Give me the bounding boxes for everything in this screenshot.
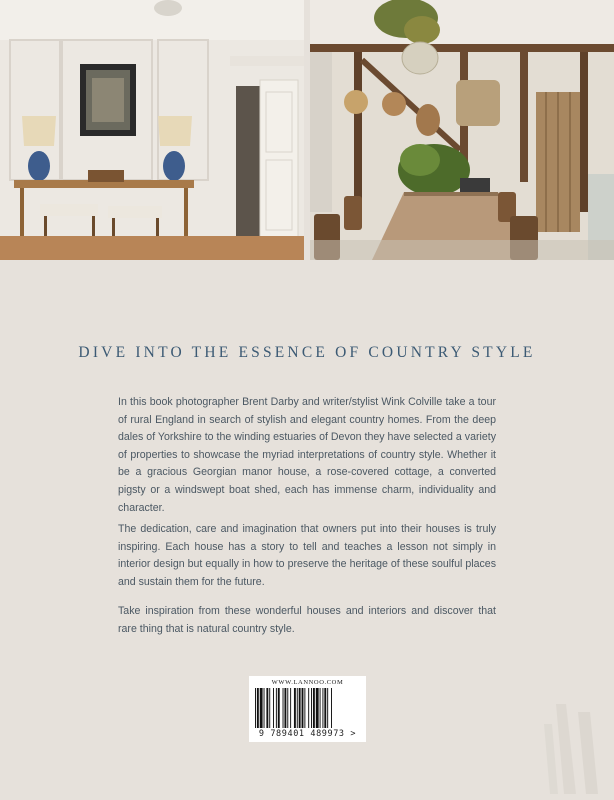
isbn-barcode	[249, 676, 366, 742]
kitchen-photo	[310, 0, 614, 260]
isbn-number: 9 789401 489973 >	[258, 729, 357, 739]
description-paragraph: In this book photographer Brent Darby and writer/stylist Wink Colville take a tour of rural England in search of stylish and elegant country homes. From the deep dales of Yorkshire to the winding estuaries of Devon they have selected a variety of properties to showcase the myriad interpretations of country style. Whether it be a gracious Georgian manor house, a rose-covered cottage, a converted pigsty or a windswept boat shed, each has immense charm, individuality and character.	[118, 396, 496, 514]
publisher-url: WWW.LANNOO.COM	[271, 679, 344, 686]
hallway-photo	[0, 0, 304, 260]
description-paragraph: Take inspiration from these wonderful houses and interiors and discover that rare thing that is natural country style.	[118, 605, 496, 635]
description-paragraph: The dedication, care and imagination that owners put into their houses is truly inspiring. Each house has a story to tell and teaches a lesson not simply in interior design but equally in how to preserve the heritage of these soulful places and sustain them for the future.	[118, 523, 496, 588]
fsc-logo-icon	[536, 704, 600, 794]
headline: DIVE INTO THE ESSENCE OF COUNTRY STYLE	[78, 344, 536, 361]
